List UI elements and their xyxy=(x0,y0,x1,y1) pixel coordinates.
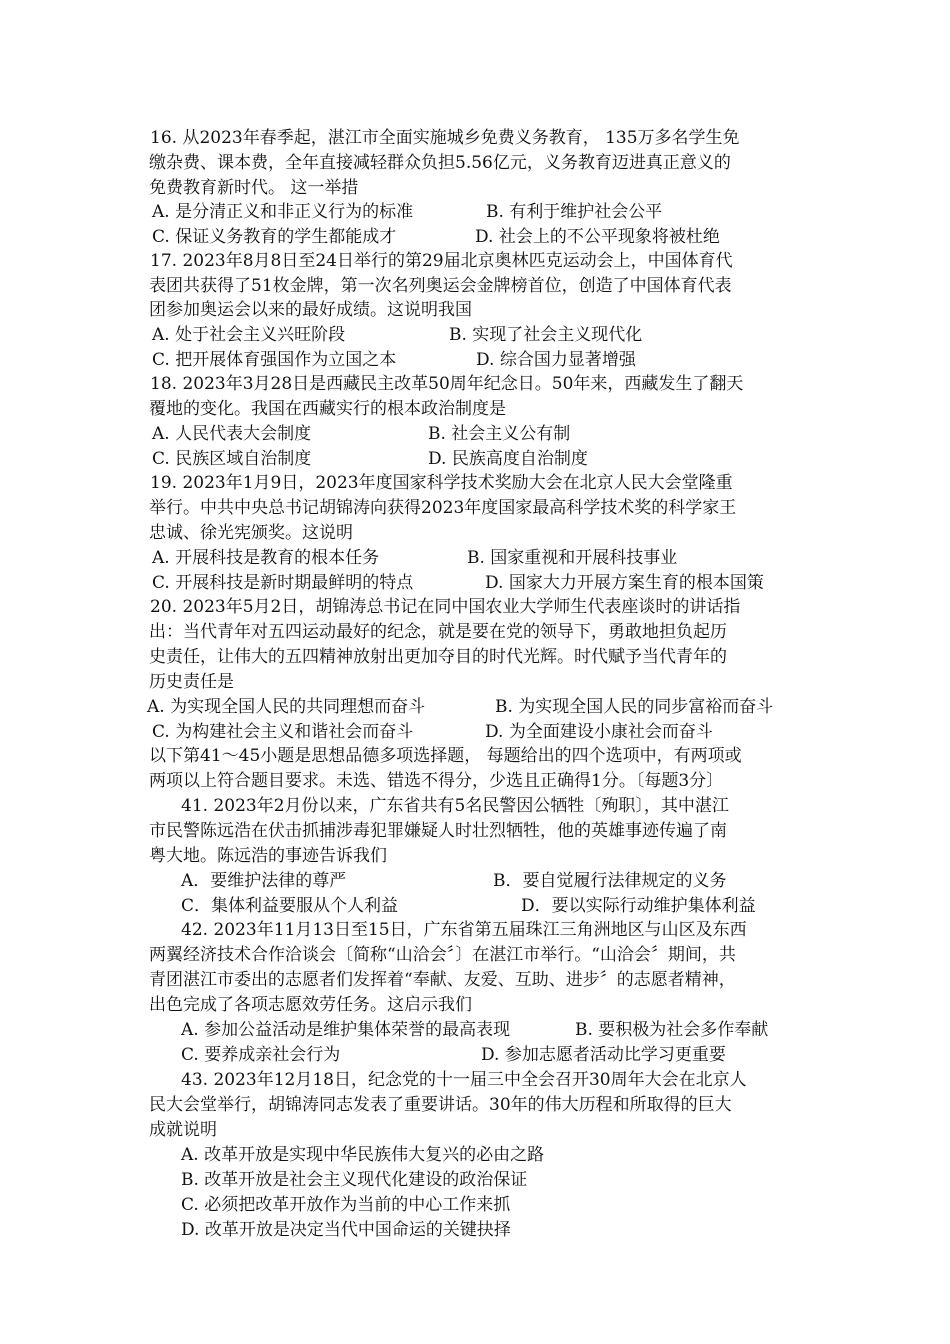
question-42-option-b[interactable]: B. 要积极为社会多作奉献 xyxy=(575,1020,769,1040)
question-41-option-d[interactable]: D．要以实际行动维护集体利益 xyxy=(521,896,756,916)
question-19-option-a[interactable]: A. 开展科技是教育的根本任务 xyxy=(152,548,380,568)
question-17-option-c[interactable]: C. 把开展体育强国作为立国之本 xyxy=(152,350,397,370)
question-19-line-1: 19. 2023年1月9日，2023年度国家科学技术奖励大会在北京人民大会堂隆重 xyxy=(150,473,733,493)
question-16-option-d[interactable]: D. 社会上的不公平现象将被杜绝 xyxy=(475,227,720,247)
question-20-option-a[interactable]: A. 为实现全国人民的共同理想而奋斗 xyxy=(147,697,426,717)
question-41-line-1: 41. 2023年2月份以来，广东省共有5名民警因公牺牲〔殉职〕，其中湛江 xyxy=(181,796,729,816)
question-20-line-1: 20. 2023年5月2日，胡锦涛总书记在同中国农业大学师生代表座谈时的讲话指 xyxy=(150,597,741,617)
question-42-option-d[interactable]: D. 参加志愿者活动比学习更重要 xyxy=(481,1045,726,1065)
question-42-option-c[interactable]: C. 要养成亲社会行为 xyxy=(181,1045,341,1065)
question-41-option-b[interactable]: B．要自觉履行法律规定的义务 xyxy=(493,871,727,891)
question-43-line-2: 民大会堂举行，胡锦涛同志发表了重要讲话。30年的伟大历程和所取得的巨大 xyxy=(149,1095,732,1115)
question-17-line-1: 17. 2023年8月8日至24日举行的第29届北京奥林匹克运动会上，中国体育代 xyxy=(150,251,733,271)
question-42-line-4: 出色完成了各项志愿效劳任务。这启示我们 xyxy=(149,995,472,1015)
question-16-line-2: 缴杂费、课本费，全年直接减轻群众负担5.56亿元，义务教育迈进真正意义的 xyxy=(149,153,731,173)
question-19-option-d[interactable]: D. 国家大力开展方案生育的根本国策 xyxy=(485,573,764,593)
question-17-line-3: 团参加奥运会以来的最好成绩。这说明我国 xyxy=(149,300,472,320)
question-17-option-d[interactable]: D. 综合国力显著增强 xyxy=(476,350,636,370)
question-19-option-c[interactable]: C. 开展科技是新时期最鲜明的特点 xyxy=(152,573,414,593)
question-18-line-1: 18. 2023年3月28日是西藏民主改革50周年纪念日。50年来，西藏发生了翻天 xyxy=(150,374,744,394)
question-43-line-3: 成就说明 xyxy=(149,1120,217,1140)
question-43-option-d[interactable]: D. 改革开放是决定当代中国命运的关键抉择 xyxy=(181,1220,511,1240)
question-43-line-1: 43. 2023年12月18日，纪念党的十一届三中全会召开30周年大会在北京人 xyxy=(181,1070,747,1090)
question-19-line-2: 举行。中共中央总书记胡锦涛向获得2023年度国家最高科学技术奖的科学家王 xyxy=(149,498,737,518)
instructions-line-2: 两项以上符合题目要求。未选、错选不得分，少选且正确得1分。〔每题3分〕 xyxy=(149,771,724,791)
question-20-line-4: 历史责任是 xyxy=(149,672,234,692)
question-20-option-c[interactable]: C. 为构建社会主义和谐社会而奋斗 xyxy=(152,722,414,742)
question-16-line-1: 16. 从2023年春季起，湛江市全面实施城乡免费义务教育， 135万多名学生免 xyxy=(150,128,740,148)
question-42-line-1: 42. 2023年11月13日至15日，广东省第五届珠江三角洲地区与山区及东西 xyxy=(181,920,747,940)
question-17-option-b[interactable]: B. 实现了社会主义现代化 xyxy=(449,325,643,345)
question-18-option-b[interactable]: B. 社会主义公有制 xyxy=(428,424,571,444)
question-42-line-2: 两翼经济技术合作洽谈会〔简称“山洽会〞〕在湛江市举行。“山洽会〞期间，共 xyxy=(149,945,736,965)
question-41-line-2: 市民警陈远浩在伏击抓捕涉毒犯罪嫌疑人时壮烈牺牲，他的英雄事迹传遍了南 xyxy=(149,821,727,841)
question-41-option-a[interactable]: A．要维护法律的尊严 xyxy=(181,871,347,891)
question-18-option-a[interactable]: A. 人民代表大会制度 xyxy=(152,424,312,444)
question-43-option-b[interactable]: B. 改革开放是社会主义现代化建设的政治保证 xyxy=(181,1170,528,1190)
question-16-option-a[interactable]: A. 是分清正义和非正义行为的标准 xyxy=(152,202,414,222)
question-43-option-c[interactable]: C. 必须把改革开放作为当前的中心工作来抓 xyxy=(181,1195,511,1215)
question-41-line-3: 粤大地。陈远浩的事迹告诉我们 xyxy=(149,846,387,866)
question-18-line-2: 覆地的变化。我国在西藏实行的根本政治制度是 xyxy=(149,399,506,419)
question-17-line-2: 表团共获得了51枚金牌，第一次名列奥运会金牌榜首位，创造了中国体育代表 xyxy=(149,276,732,296)
question-16-line-3: 免费教育新时代。 这一举措 xyxy=(149,178,359,198)
question-18-option-c[interactable]: C. 民族区域自治制度 xyxy=(152,449,312,469)
question-41-option-c[interactable]: C．集体利益要服从个人利益 xyxy=(181,896,399,916)
question-17-option-a[interactable]: A. 处于社会主义兴旺阶段 xyxy=(152,325,346,345)
question-19-option-b[interactable]: B. 国家重视和开展科技事业 xyxy=(467,548,678,568)
question-20-line-2: 出：当代青年对五四运动最好的纪念，就是要在党的领导下，勇敢地担负起历 xyxy=(149,622,727,642)
question-42-option-a[interactable]: A. 参加公益活动是维护集体荣誉的最高表现 xyxy=(181,1020,511,1040)
question-18-option-d[interactable]: D. 民族高度自治制度 xyxy=(428,449,588,469)
question-20-option-b[interactable]: B. 为实现全国人民的同步富裕而奋斗 xyxy=(495,697,774,717)
instructions-line-1: 以下第41～45小题是思想品德多项选择题， 每题给出的四个选项中，有两项或 xyxy=(149,746,742,766)
question-43-option-a[interactable]: A. 改革开放是实现中华民族伟大复兴的必由之路 xyxy=(181,1145,545,1165)
question-42-line-3: 青团湛江市委出的志愿者们发挥着“奉献、友爱、互助、进步〞的志愿者精神， xyxy=(149,970,736,990)
question-16-option-c[interactable]: C. 保证义务教育的学生都能成才 xyxy=(152,227,397,247)
question-19-line-3: 忠诚、徐光宪颁奖。这说明 xyxy=(149,523,353,543)
question-20-line-3: 史责任，让伟大的五四精神放射出更加夺目的时代光辉。时代赋予当代青年的 xyxy=(149,647,727,667)
question-20-option-d[interactable]: D. 为全面建设小康社会而奋斗 xyxy=(485,722,713,742)
question-16-option-b[interactable]: B. 有利于维护社会公平 xyxy=(486,202,663,222)
